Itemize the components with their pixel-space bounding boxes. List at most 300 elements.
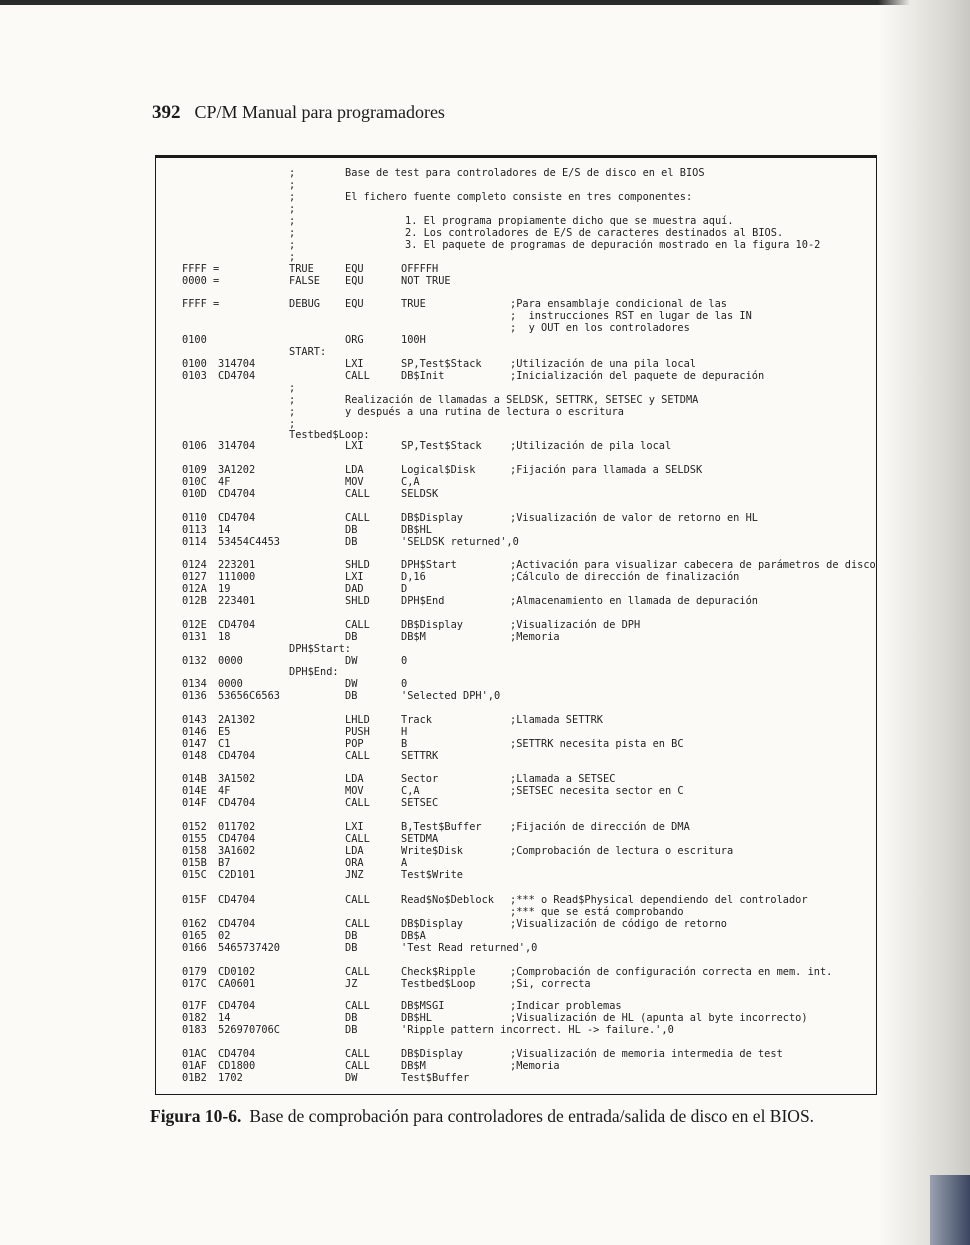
listing-comment-text: El fichero fuente completo consiste en tres componentes:	[345, 191, 693, 203]
listing-opcode: DB	[345, 690, 358, 702]
listing-opcode: ORA	[345, 857, 364, 869]
listing-line	[156, 512, 876, 524]
listing-operand: DB$Display	[401, 619, 463, 631]
listing-operand: Check$Ripple	[401, 966, 476, 978]
listing-opcode: CALL	[345, 894, 370, 906]
listing-address: 014E	[182, 785, 207, 797]
listing-line	[156, 298, 876, 310]
listing-line	[156, 631, 876, 643]
listing-label: TRUE	[289, 263, 314, 275]
listing-line	[156, 894, 876, 906]
listing-line	[156, 619, 876, 631]
listing-opcode: DB	[345, 1012, 358, 1024]
listing-label: ;	[289, 394, 296, 406]
listing-address: 0103	[182, 370, 207, 382]
listing-opcode: ORG	[345, 334, 364, 346]
listing-address: 014F	[182, 797, 207, 809]
listing-line	[156, 406, 876, 418]
listing-hex-code: 18	[218, 631, 231, 643]
listing-label: DPH$End:	[289, 666, 339, 678]
listing-label: DEBUG	[289, 298, 320, 310]
listing-operand: B,Test$Buffer	[401, 821, 482, 833]
listing-hex-code: B7	[218, 857, 231, 869]
listing-hex-code: 3A1502	[218, 773, 256, 785]
listing-line	[156, 358, 876, 370]
listing-line	[156, 251, 876, 263]
listing-hex-code: 111000	[218, 571, 256, 583]
listing-address: 01B2	[182, 1072, 207, 1084]
listing-comment: ;Visualización de DPH	[510, 619, 641, 631]
listing-line	[156, 833, 876, 845]
listing-address: 0143	[182, 714, 207, 726]
listing-hex-code: 0000	[218, 678, 243, 690]
listing-operand: OFFFFH	[401, 263, 439, 275]
listing-line	[156, 476, 876, 488]
listing-address: 0155	[182, 833, 207, 845]
figure-label: Figura 10-6.	[150, 1106, 242, 1126]
listing-line	[156, 869, 876, 881]
listing-comment: ;Visualización de valor de retorno en HL	[510, 512, 758, 524]
listing-comment: ;Utilización de una pila local	[510, 358, 696, 370]
listing-comment: ;SETTRK necesita pista en BC	[510, 738, 684, 750]
listing-opcode: CALL	[345, 1048, 370, 1060]
listing-operand: DB$A	[401, 930, 426, 942]
listing-line	[156, 1048, 876, 1060]
listing-comment: ;Memoria	[510, 631, 560, 643]
listing-label: ;	[289, 239, 296, 251]
listing-line	[156, 678, 876, 690]
listing-line	[156, 227, 876, 239]
page-number: 392	[152, 102, 181, 123]
listing-line	[156, 382, 876, 394]
listing-line	[156, 930, 876, 942]
listing-label: FALSE	[289, 275, 320, 287]
listing-opcode: JZ	[345, 978, 358, 990]
listing-hex-code: 02	[218, 930, 231, 942]
listing-opcode: LXI	[345, 440, 364, 452]
listing-operand: SELDSK	[401, 488, 439, 500]
listing-opcode: DB	[345, 536, 358, 548]
listing-operand: D	[401, 583, 408, 595]
listing-hex-code: CD4704	[218, 918, 256, 930]
listing-label: DPH$Start:	[289, 643, 351, 655]
listing-label: ;	[289, 167, 296, 179]
listing-operand: 'Selected DPH',0	[401, 690, 501, 702]
listing-line	[156, 773, 876, 785]
listing-comment: ;Memoria	[510, 1060, 560, 1072]
listing-line	[156, 346, 876, 358]
listing-opcode: LDA	[345, 845, 364, 857]
listing-address: 0100	[182, 334, 207, 346]
listing-operand: DB$M	[401, 631, 426, 643]
listing-comment: ;Visualización de memoria intermedia de test	[510, 1048, 783, 1060]
listing-line	[156, 191, 876, 203]
listing-line	[156, 215, 876, 227]
listing-line	[156, 239, 876, 251]
listing-operand: 0	[401, 678, 408, 690]
listing-label: ;	[289, 203, 296, 215]
listing-hex-code: 223201	[218, 559, 256, 571]
listing-line	[156, 1000, 876, 1012]
listing-operand: DB$Display	[401, 1048, 463, 1060]
listing-operand: DPH$Start	[401, 559, 457, 571]
listing-opcode: DB	[345, 942, 358, 954]
listing-hex-code: 3A1202	[218, 464, 256, 476]
listing-line	[156, 203, 876, 215]
listing-line	[156, 1012, 876, 1024]
listing-label: ;	[289, 406, 296, 418]
listing-comment: ;*** o Read$Physical dependiendo del controlador	[510, 894, 808, 906]
figure-caption-text: Base de comprobación para controladores de entrada/salida de disco en el BIOS.	[249, 1106, 815, 1126]
listing-hex-code: 53454C4453	[218, 536, 280, 548]
listing-comment: ;Visualización de código de retorno	[510, 918, 727, 930]
listing-comment-text: y después a una rutina de lectura o escritura	[345, 406, 624, 418]
listing-operand: 'SELDSK returned',0	[401, 536, 519, 548]
listing-opcode: CALL	[345, 1060, 370, 1072]
listing-hex-code: 14	[218, 1012, 231, 1024]
listing-comment: ;Llamada SETTRK	[510, 714, 603, 726]
listing-address: 014B	[182, 773, 207, 785]
listing-line	[156, 797, 876, 809]
listing-comment: ;Inicialización del paquete de depuración	[510, 370, 765, 382]
listing-comment: ;Cálculo de dirección de finalización	[510, 571, 740, 583]
listing-hex-code: 2A1302	[218, 714, 256, 726]
listing-hex-code: 526970706C	[218, 1024, 280, 1036]
listing-operand: Write$Disk	[401, 845, 463, 857]
listing-line	[156, 595, 876, 607]
listing-operand: TRUE	[401, 298, 426, 310]
listing-line	[156, 167, 876, 179]
listing-comment: ;Indicar problemas	[510, 1000, 622, 1012]
listing-line	[156, 394, 876, 406]
listing-opcode: CALL	[345, 488, 370, 500]
code-listing-frame	[155, 155, 877, 1095]
listing-list-item: 1. El programa propiamente dicho que se muestra aquí.	[405, 215, 734, 227]
listing-operand: DB$M	[401, 1060, 426, 1072]
listing-hex-code: 4F	[218, 785, 231, 797]
listing-comment: ;Comprobación de configuración correcta en mem. int.	[510, 966, 833, 978]
listing-operand: DB$MSGI	[401, 1000, 445, 1012]
listing-opcode: CALL	[345, 833, 370, 845]
listing-operand: DPH$End	[401, 595, 445, 607]
listing-address: 0179	[182, 966, 207, 978]
listing-line	[156, 821, 876, 833]
listing-hex-code: CD4704	[218, 488, 256, 500]
listing-operand: Testbed$Loop	[401, 978, 476, 990]
listing-opcode: EQU	[345, 275, 364, 287]
listing-operand: C,A	[401, 476, 420, 488]
listing-operand: SETSEC	[401, 797, 439, 809]
listing-opcode: DW	[345, 1072, 358, 1084]
listing-opcode: CALL	[345, 750, 370, 762]
listing-operand: Read$No$Deblock	[401, 894, 494, 906]
listing-line	[156, 978, 876, 990]
listing-operand: SP,Test$Stack	[401, 358, 482, 370]
listing-address: 0158	[182, 845, 207, 857]
listing-line	[156, 1024, 876, 1036]
listing-opcode: LXI	[345, 821, 364, 833]
listing-comment: ;Si, correcta	[510, 978, 591, 990]
listing-operand: D,16	[401, 571, 426, 583]
listing-line	[156, 966, 876, 978]
listing-list-item: 3. El paquete de programas de depuración mostrado en la figura 10-2	[405, 239, 821, 251]
listing-hex-code: CD1800	[218, 1060, 256, 1072]
listing-hex-code: CA0601	[218, 978, 256, 990]
listing-comment-text: Realización de llamadas a SELDSK, SETTRK, SETSEC y SETDMA	[345, 394, 699, 406]
listing-opcode: EQU	[345, 263, 364, 275]
listing-line	[156, 464, 876, 476]
listing-opcode: DB	[345, 1024, 358, 1036]
listing-line	[156, 559, 876, 571]
listing-line	[156, 845, 876, 857]
listing-comment: ;Activación para visualizar cabecera de parámetros de disco	[510, 559, 876, 571]
page-header	[152, 102, 445, 124]
listing-address: 0146	[182, 726, 207, 738]
listing-opcode: CALL	[345, 918, 370, 930]
listing-operand: H	[401, 726, 408, 738]
listing-address: 0100	[182, 358, 207, 370]
listing-address: 0114	[182, 536, 207, 548]
listing-comment: ;Comprobación de lectura o escritura	[510, 845, 734, 857]
listing-comment-text: Base de test para controladores de E/S de disco en el BIOS	[345, 167, 705, 179]
listing-line	[156, 310, 876, 322]
listing-hex-code: 314704	[218, 440, 256, 452]
listing-address: 015F	[182, 894, 207, 906]
listing-hex-code: 14	[218, 524, 231, 536]
listing-line	[156, 370, 876, 382]
listing-label: ;	[289, 251, 296, 263]
page-top-edge	[0, 0, 970, 5]
listing-hex-code: CD4704	[218, 833, 256, 845]
listing-address: 012B	[182, 595, 207, 607]
listing-address: 012A	[182, 583, 207, 595]
listing-address: 010D	[182, 488, 207, 500]
listing-comment: ;Para ensamblaje condicional de las	[510, 298, 727, 310]
listing-comment: ;Almacenamiento en llamada de depuración	[510, 595, 758, 607]
listing-address: 0110	[182, 512, 207, 524]
listing-line	[156, 726, 876, 738]
listing-opcode: LDA	[345, 464, 364, 476]
book-edge-corner	[930, 1175, 970, 1245]
listing-line	[156, 643, 876, 655]
listing-address: FFFF =	[182, 263, 220, 275]
listing-comment: ;Llamada a SETSEC	[510, 773, 616, 785]
listing-opcode: LXI	[345, 571, 364, 583]
listing-address: 017C	[182, 978, 207, 990]
listing-hex-code: 1702	[218, 1072, 243, 1084]
listing-address: 0152	[182, 821, 207, 833]
listing-hex-code: CD4704	[218, 370, 256, 382]
listing-label: ;	[289, 382, 296, 394]
listing-address: 01AC	[182, 1048, 207, 1060]
listing-comment: ;Utilización de pila local	[510, 440, 672, 452]
listing-label: ;	[289, 191, 296, 203]
listing-hex-code: 4F	[218, 476, 231, 488]
listing-operand: NOT TRUE	[401, 275, 451, 287]
listing-label: ;	[289, 418, 296, 430]
listing-operand: 0	[401, 655, 408, 667]
listing-address: 0182	[182, 1012, 207, 1024]
listing-line	[156, 738, 876, 750]
listing-label: START:	[289, 346, 327, 358]
listing-hex-code: CD4704	[218, 1048, 256, 1060]
listing-line	[156, 750, 876, 762]
listing-opcode: DB	[345, 524, 358, 536]
listing-opcode: SHLD	[345, 595, 370, 607]
listing-comment: ;*** que se está comprobando	[510, 906, 684, 918]
listing-opcode: POP	[345, 738, 364, 750]
listing-opcode: CALL	[345, 619, 370, 631]
listing-operand: SETDMA	[401, 833, 439, 845]
listing-operand: DB$Display	[401, 918, 463, 930]
listing-address: 0165	[182, 930, 207, 942]
listing-hex-code: C1	[218, 738, 231, 750]
listing-address: 015C	[182, 869, 207, 881]
listing-address: 01AF	[182, 1060, 207, 1072]
listing-line	[156, 334, 876, 346]
listing-hex-code: 0000	[218, 655, 243, 667]
listing-line	[156, 942, 876, 954]
listing-address: 0147	[182, 738, 207, 750]
listing-hex-code: 3A1602	[218, 845, 256, 857]
listing-operand: DB$Init	[401, 370, 445, 382]
listing-line	[156, 179, 876, 191]
listing-address: 017F	[182, 1000, 207, 1012]
listing-opcode: JNZ	[345, 869, 364, 881]
listing-line	[156, 571, 876, 583]
listing-address: 010C	[182, 476, 207, 488]
listing-opcode: DW	[345, 678, 358, 690]
book-gutter-shadow	[878, 0, 970, 1245]
listing-hex-code: CD4704	[218, 797, 256, 809]
listing-opcode: CALL	[345, 1000, 370, 1012]
listing-opcode: LDA	[345, 773, 364, 785]
listing-operand: Sector	[401, 773, 439, 785]
listing-address: 0124	[182, 559, 207, 571]
listing-line	[156, 583, 876, 595]
listing-opcode: CALL	[345, 797, 370, 809]
listing-opcode: DAD	[345, 583, 364, 595]
listing-hex-code: CD4704	[218, 894, 256, 906]
listing-hex-code: 5465737420	[218, 942, 280, 954]
listing-opcode: EQU	[345, 298, 364, 310]
listing-opcode: DB	[345, 631, 358, 643]
listing-comment: ; y OUT en los controladores	[510, 322, 690, 334]
listing-operand: Test$Write	[401, 869, 463, 881]
listing-line	[156, 690, 876, 702]
listing-opcode: CALL	[345, 966, 370, 978]
listing-address: 012E	[182, 619, 207, 631]
listing-address: 0134	[182, 678, 207, 690]
listing-line	[156, 714, 876, 726]
listing-opcode: CALL	[345, 512, 370, 524]
listing-comment: ;SETSEC necesita sector en C	[510, 785, 684, 797]
listing-opcode: DB	[345, 930, 358, 942]
listing-line	[156, 263, 876, 275]
listing-operand: A	[401, 857, 408, 869]
listing-address: 0000 =	[182, 275, 220, 287]
listing-address: 0136	[182, 690, 207, 702]
listing-label: Testbed$Loop:	[289, 429, 370, 441]
listing-operand: 100H	[401, 334, 426, 346]
listing-comment: ;Fijación de dirección de DMA	[510, 821, 690, 833]
listing-address: 0109	[182, 464, 207, 476]
listing-operand: Logical$Disk	[401, 464, 476, 476]
listing-line	[156, 524, 876, 536]
listing-operand: SETTRK	[401, 750, 439, 762]
figure-caption	[150, 1106, 814, 1127]
listing-line	[156, 857, 876, 869]
listing-hex-code: CD0102	[218, 966, 256, 978]
listing-address: FFFF =	[182, 298, 220, 310]
listing-hex-code: E5	[218, 726, 231, 738]
listing-line	[156, 1072, 876, 1084]
listing-operand: DB$HL	[401, 524, 432, 536]
listing-opcode: SHLD	[345, 559, 370, 571]
listing-operand: 'Test Read returned',0	[401, 942, 538, 954]
listing-address: 0162	[182, 918, 207, 930]
listing-hex-code: CD4704	[218, 1000, 256, 1012]
listing-label: ;	[289, 227, 296, 239]
listing-hex-code: 19	[218, 583, 231, 595]
listing-opcode: LHLD	[345, 714, 370, 726]
listing-line	[156, 785, 876, 797]
listing-opcode: CALL	[345, 370, 370, 382]
listing-operand: 'Ripple pattern incorrect. HL -> failure.',0	[401, 1024, 674, 1036]
listing-address: 0132	[182, 655, 207, 667]
listing-operand: DB$Display	[401, 512, 463, 524]
listing-label: ;	[289, 179, 296, 191]
listing-line	[156, 666, 876, 678]
listing-list-item: 2. Los controladores de E/S de caracteres destinados al BIOS.	[405, 227, 784, 239]
page-running-title: CP/M Manual para programadores	[194, 102, 445, 122]
listing-comment: ;Visualización de HL (apunta al byte incorrecto)	[510, 1012, 808, 1024]
listing-hex-code: 314704	[218, 358, 256, 370]
listing-address: 0106	[182, 440, 207, 452]
listing-label: ;	[289, 215, 296, 227]
listing-line	[156, 488, 876, 500]
listing-line	[156, 275, 876, 287]
listing-hex-code: CD4704	[218, 750, 256, 762]
listing-address: 0131	[182, 631, 207, 643]
listing-hex-code: 53656C6563	[218, 690, 280, 702]
listing-address: 0127	[182, 571, 207, 583]
listing-line	[156, 440, 876, 452]
listing-opcode: MOV	[345, 476, 364, 488]
listing-hex-code: 223401	[218, 595, 256, 607]
listing-address: 015B	[182, 857, 207, 869]
listing-opcode: MOV	[345, 785, 364, 797]
listing-hex-code: C2D101	[218, 869, 256, 881]
listing-address: 0183	[182, 1024, 207, 1036]
listing-address: 0148	[182, 750, 207, 762]
listing-address: 0166	[182, 942, 207, 954]
listing-hex-code: CD4704	[218, 619, 256, 631]
listing-opcode: DW	[345, 655, 358, 667]
listing-hex-code: CD4704	[218, 512, 256, 524]
listing-line	[156, 918, 876, 930]
listing-operand: DB$HL	[401, 1012, 432, 1024]
listing-opcode: PUSH	[345, 726, 370, 738]
listing-operand: C,A	[401, 785, 420, 797]
listing-operand: Track	[401, 714, 432, 726]
listing-comment: ; instrucciones RST en lugar de las IN	[510, 310, 752, 322]
listing-line	[156, 322, 876, 334]
listing-operand: Test$Buffer	[401, 1072, 470, 1084]
listing-operand: B	[401, 738, 408, 750]
listing-hex-code: 011702	[218, 821, 256, 833]
listing-line	[156, 1060, 876, 1072]
